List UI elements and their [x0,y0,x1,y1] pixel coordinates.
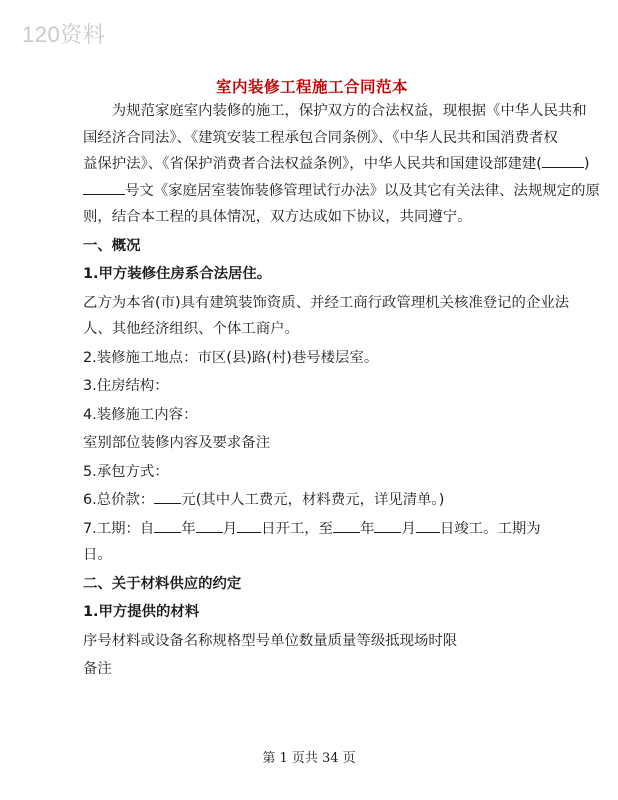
intro-line-4 [83,178,600,205]
section-1-item-7-last: 日。 [83,547,112,563]
section-1-item-1-detail-a: 乙方为本省(市)具有建筑装饰资质、并经工商行政管理机关核准登记的企业法 [83,294,570,311]
section-1-item-6 [83,487,541,514]
section-2-heading: 二、关于材料供应的约定 [83,575,242,592]
section-1-item-4-detail: 室别部位装修内容及要求备注 [83,435,271,451]
fill-blank [196,517,223,533]
intro-line-1: 为规范家庭室内装修的施工，保护双方的合法权益，现根据《中华人民共和 [111,103,587,119]
intro-line-3 [83,151,590,178]
section-1-item-4: 4.装修施工内容： [83,406,198,423]
intro-line-5: 则，结合本工程的具体情况，双方达成如下协议，共同遵宁。 [83,209,472,225]
intro-line-2: 国经济合同法》、《建筑安装工程承包合同条例》、《中华人民共和国消费者权 [83,129,558,146]
fill-blank [83,179,125,195]
item-7-year-2: 年 [360,520,375,537]
intro-line-3-text: 益保护法》、《省保护消费者合法权益条例》，中华人民共和国建设部建建( [83,156,542,172]
watermark-logo: 120资料 [22,22,106,47]
section-2-item-1: 1.甲方提供的材料 [83,604,200,620]
section-1-item-7 [83,516,541,543]
item-6-label: 6.总价款： [83,492,155,508]
section-1-item-2: 2.装修施工地点：市区(县)路(村)巷号楼层室。 [83,349,379,366]
item-6-text: 元(其中人工费元，材料费元，详见清单。) [181,492,445,508]
section-1-item-1: 1.甲方装修住房系合法居住。 [83,266,272,282]
intro-line-4-text: 号文《家庭居室装饰装修管理试行办法》以及其它有关法律、法规规定的原 [125,182,600,199]
intro-line-3-end: ) [583,156,590,172]
fill-blank [542,152,584,168]
document-title: 室内装修工程施工合同范本 [215,78,408,96]
fill-blank [154,488,181,504]
section-1-item-5: 5.承包方式： [83,463,169,480]
section-1-heading: 一、概况 [83,237,141,254]
fill-blank [333,517,360,533]
item-7-end: 日竣工。工期为 [439,520,541,537]
document-body [83,98,600,683]
section-2-table-header: 序号材料或设备名称规格型号单位数量质量等级抵现场时限 [83,632,458,649]
item-7-start: 日开工，至 [261,520,334,537]
fill-blank [237,517,261,533]
fill-blank [374,517,401,533]
section-2-note: 备注 [83,661,112,677]
page-footer: 第 1 页共 34 页 [262,751,356,766]
item-7-month-2: 月 [401,520,416,537]
item-7-label: 7.工期：自 [83,520,155,537]
section-1-item-1-detail-b: 人、其他经济组织、个体工商户。 [83,321,299,337]
item-7-month: 月 [222,520,238,537]
fill-blank [416,517,440,533]
section-1-item-3: 3.住房结构： [83,378,169,394]
fill-blank [154,517,181,533]
item-7-year: 年 [181,520,196,537]
